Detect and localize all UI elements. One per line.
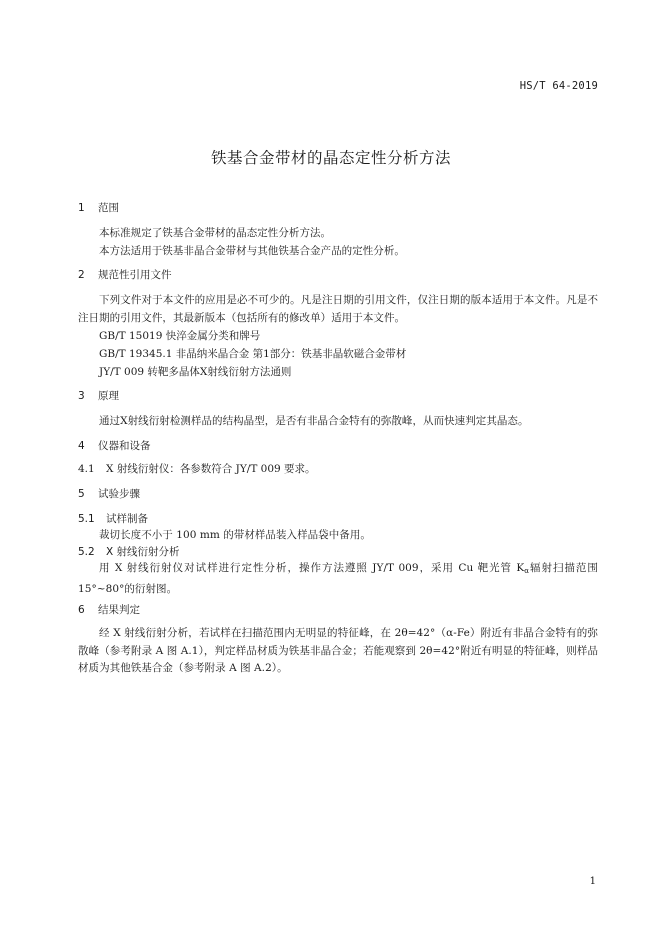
section-1-heading	[78, 200, 598, 216]
clause-number: 5.2	[78, 546, 95, 558]
section-number: 3	[78, 390, 85, 402]
paragraph: 通过X射线衍射检测样品的结构晶型，是否有非晶合金特有的弥散峰，从而快速判定其晶态。	[99, 415, 529, 427]
document-body	[78, 200, 598, 678]
section-number: 1	[78, 202, 85, 214]
reference-item: JY/T 009 转靶多晶体X射线衍射方法通则	[99, 366, 292, 378]
reference-item: GB/T 15019 快淬金属分类和牌号	[99, 330, 261, 342]
standard-code: HS/T 64-2019	[519, 80, 598, 92]
paragraph-text: 辐射扫描范围 15°~80°的衍射图。	[78, 562, 598, 595]
section-title: 范围	[98, 202, 119, 214]
clause-5-2-heading	[78, 544, 598, 560]
clause-number: 4.1	[78, 462, 95, 475]
document-title: 铁基合金带材的晶态定性分析方法	[210, 149, 451, 167]
section-2-heading	[78, 267, 598, 283]
paragraph: 裁切长度不小于 100 mm 的带材样品装入样品袋中备用。	[99, 528, 371, 541]
clause-4-1	[78, 461, 598, 477]
clause-text: X 射线衍射仪：各参数符合 JY/T 009 要求。	[106, 462, 316, 475]
reference-item: GB/T 19345.1 非晶纳米晶合金 第1部分：铁基非晶软磁合金带材	[99, 348, 407, 360]
paragraph-text: 用 X 射线衍射仪对试样进行定性分析，操作方法遵照 JY/T 009，采用 Cu 靶光管 K	[99, 562, 525, 574]
paragraph: 下列文件对于本文件的应用是必不可少的。凡是注日期的引用文件，仅注日期的版本适用于本文件。凡是不注日期的引用文件，其最新版本（包括所有的修改单）适用于本文件。	[78, 294, 598, 324]
paragraph	[78, 560, 598, 598]
section-title: 试验步骤	[98, 487, 140, 500]
paragraph: 本标准规定了铁基合金带材的晶态定性分析方法。	[99, 227, 332, 239]
section-5-heading	[78, 486, 598, 502]
page-number: 1	[589, 876, 596, 887]
section-number: 6	[78, 604, 85, 616]
alpha-subscript: α	[524, 567, 530, 575]
section-title: 原理	[98, 390, 119, 402]
paragraph: 经 X 射线衍射分析，若试样在扫描范围内无明显的特征峰，在 2θ=42°（α-Fe）附近有非晶合金特有的弥散峰（参考附录 A 图 A.1），判定样品材质为铁基非晶合金；若能观察到 2θ=42°附近有明显的特征峰，则样品材质为其他铁基合金（参考附录 A 图 A.2）。	[78, 627, 598, 674]
clause-title: 试样制备	[106, 512, 148, 525]
section-title: 规范性引用文件	[98, 269, 172, 281]
section-3-heading	[78, 388, 598, 404]
section-6-heading	[78, 602, 598, 618]
paragraph: 本方法适用于铁基非晶合金带材与其他铁基合金产品的定性分析。	[99, 244, 405, 257]
clause-title: X 射线衍射分析	[106, 546, 180, 558]
section-number: 4	[78, 439, 85, 452]
section-number: 5	[78, 487, 85, 500]
section-title: 结果判定	[98, 604, 140, 616]
section-number: 2	[78, 269, 85, 281]
clause-number: 5.1	[78, 512, 95, 525]
clause-5-1-heading	[78, 511, 598, 527]
section-4-heading	[78, 438, 598, 454]
section-title: 仪器和设备	[98, 439, 151, 452]
